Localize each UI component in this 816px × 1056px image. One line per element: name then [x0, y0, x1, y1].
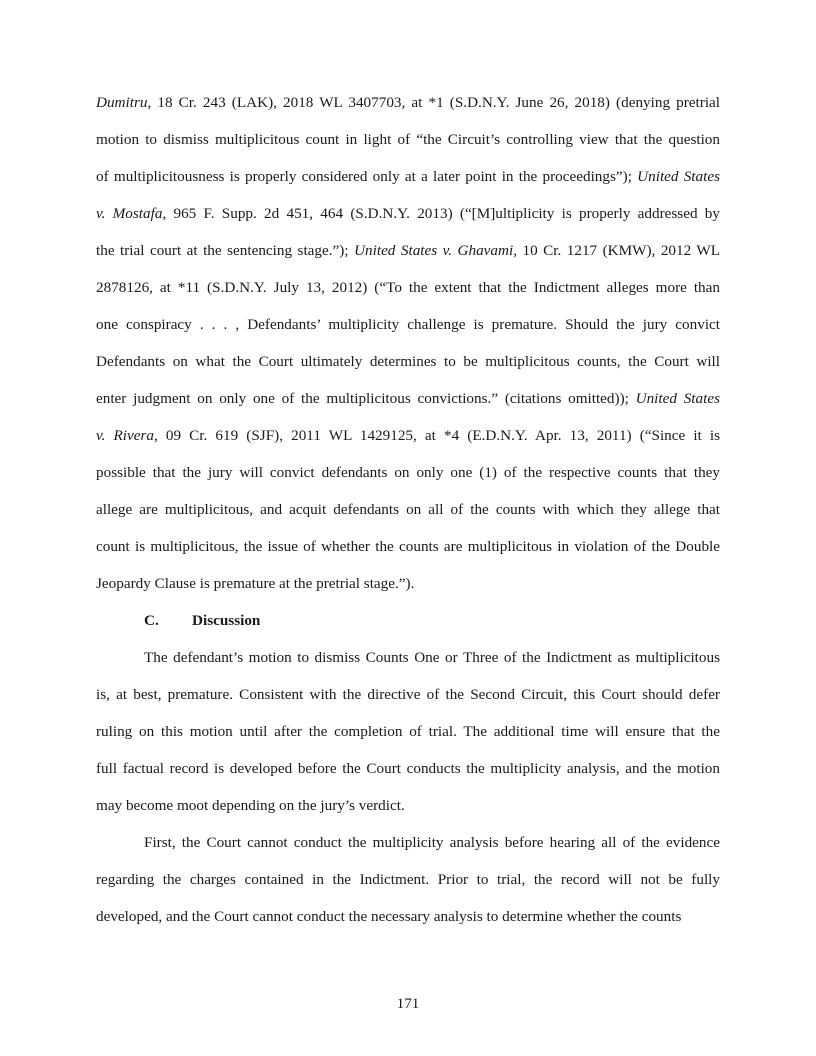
text-line [96, 571, 720, 608]
case-name: United States [637, 168, 720, 185]
text-line [96, 497, 720, 534]
text-line [96, 793, 720, 830]
text-run: developed, and the Court cannot conduct the necessary analysis to determine whether the counts [96, 908, 682, 925]
text-line [96, 867, 720, 904]
text-line [96, 645, 720, 682]
text-line [96, 164, 720, 201]
text-line [96, 460, 720, 497]
text-run: the trial court at the sentencing stage.”); [96, 242, 355, 259]
section-title: Discussion [192, 612, 261, 629]
text-line [96, 349, 720, 386]
text-line [96, 830, 720, 867]
text-run: motion to dismiss multiplicitous count in light of “the Circuit’s controlling view that the question [96, 131, 720, 148]
case-name: v. Mostafa [96, 205, 163, 222]
text-run: 10 Cr. 1217 (KMW), 2012 WL [517, 242, 721, 259]
text-line [96, 201, 720, 238]
text-run: ruling on this motion until after the completion of trial. The additional time will ensure that the [96, 723, 720, 740]
text-line [96, 238, 720, 275]
text-line [96, 719, 720, 756]
text-run: allege are multiplicitous, and acquit defendants on all of the counts with which they allege that [96, 501, 720, 518]
text-run: is, at best, premature. Consistent with the directive of the Second Circuit, this Court should defer [96, 686, 720, 703]
text-line [96, 682, 720, 719]
paragraph-first [96, 830, 720, 941]
text-run: Defendants on what the Court ultimately determines to be multiplicitous counts, the Court will [96, 353, 720, 370]
text-run: 2878126, at *11 (S.D.N.Y. July 13, 2012) (“To the extent that the Indictment alleges more than [96, 279, 720, 296]
text-run: First, the Court cannot conduct the multiplicity analysis before hearing all of the evidence [144, 834, 720, 851]
text-line [96, 90, 720, 127]
paragraph-discussion [96, 645, 720, 830]
text-line [96, 904, 720, 941]
text-line [96, 756, 720, 793]
text-run: of multiplicitousness is properly considered only at a later point in the proceedings”); [96, 168, 638, 185]
text-run: , 18 Cr. 243 (LAK), 2018 WL 3407703, at *1 (S.D.N.Y. June 26, 2018) (denying pretrial [147, 94, 720, 111]
section-heading [96, 608, 720, 645]
text-line [96, 534, 720, 571]
text-line [96, 127, 720, 164]
document-body [96, 90, 720, 941]
case-name: v. Rivera [96, 427, 154, 444]
text-run: enter judgment on only one of the multiplicitous convictions.” (citations omitted)); [96, 390, 636, 407]
section-number: C. [144, 612, 159, 629]
text-run: may become moot depending on the jury’s verdict. [96, 797, 405, 814]
page-number: 171 [396, 995, 420, 1012]
text-run: count is multiplicitous, the issue of whether the counts are multiplicitous in violation of the Double [96, 538, 720, 555]
text-run: The defendant’s motion to dismiss Counts One or Three of the Indictment as multiplicitous [144, 649, 720, 666]
text-run: , 965 F. Supp. 2d 451, 464 (S.D.N.Y. 2013) (“[M]ultiplicity is properly addressed by [162, 205, 720, 222]
text-run: full factual record is developed before the Court conducts the multiplicity analysis, and the motion [96, 760, 720, 777]
text-run: possible that the jury will convict defendants on only one (1) of the respective counts that they [96, 464, 720, 481]
text-line [96, 423, 720, 460]
text-line [96, 275, 720, 312]
text-line [96, 386, 720, 423]
case-name: United States [635, 390, 720, 407]
text-run: one conspiracy . . . , Defendants’ multiplicity challenge is premature. Should the jury convict [96, 316, 720, 333]
text-run: Jeopardy Clause is premature at the pretrial stage.”). [96, 575, 415, 592]
text-run: regarding the charges contained in the Indictment. Prior to trial, the record will not be fully [96, 871, 720, 888]
case-name: Dumitru [96, 94, 148, 111]
text-run: , 09 Cr. 619 (SJF), 2011 WL 1429125, at *4 (E.D.N.Y. Apr. 13, 2011) (“Since it is [154, 427, 720, 444]
paragraph-citations [96, 90, 720, 608]
text-line [96, 312, 720, 349]
case-name: United States v. Ghavami, [354, 242, 517, 259]
